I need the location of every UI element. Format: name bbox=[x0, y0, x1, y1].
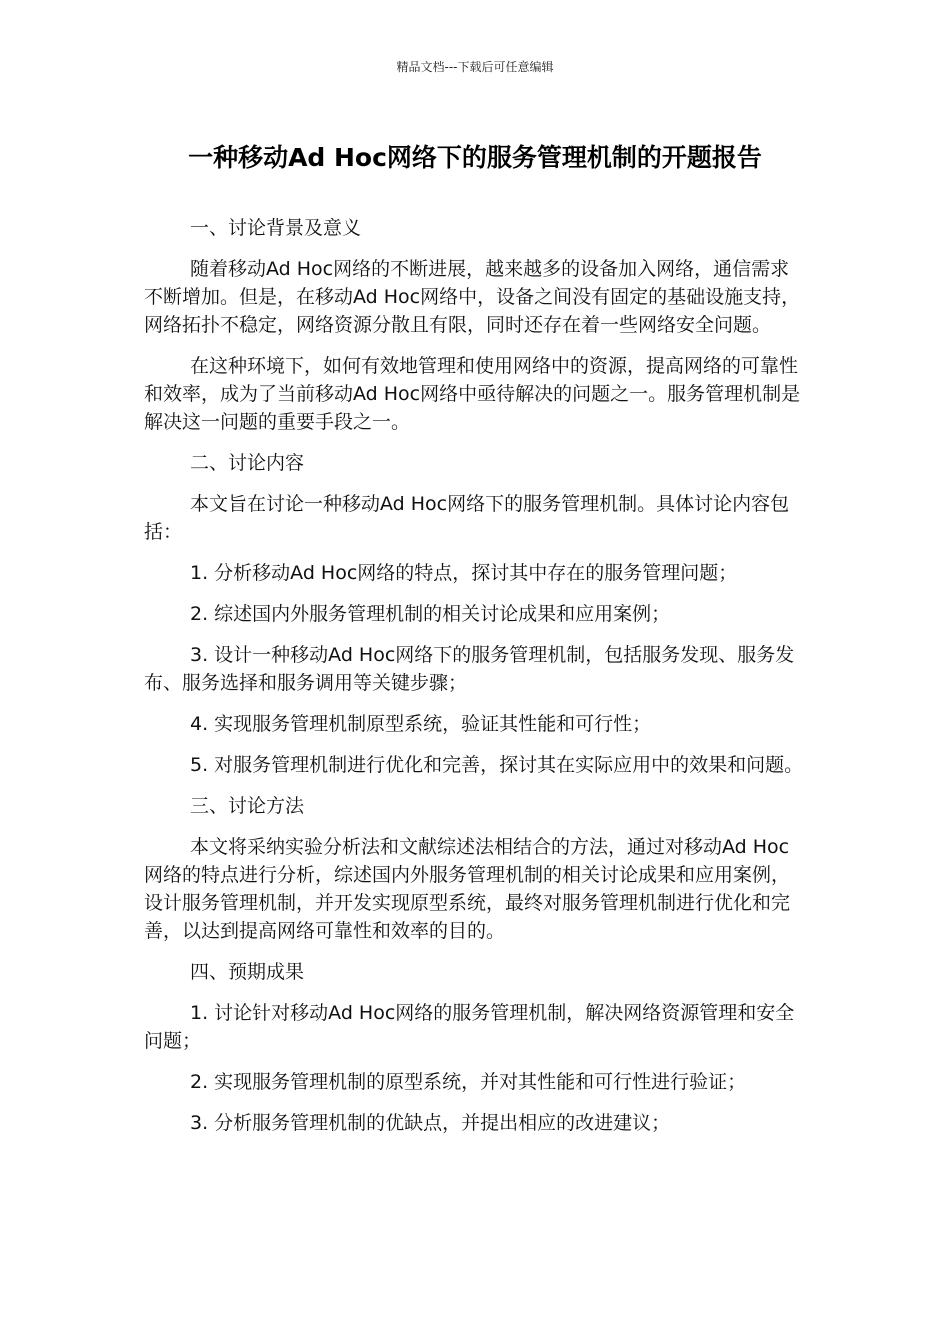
section-heading-content: 二、讨论内容 bbox=[190, 452, 305, 474]
list-item-outcome-1: 1. 讨论针对移动Ad Hoc网络的服务管理机制，解决网络资源管理和安全问题； bbox=[144, 1002, 795, 1052]
paragraph-content-intro: 本文旨在讨论一种移动Ad Hoc网络下的服务管理机制。具体讨论内容包括： bbox=[144, 493, 790, 543]
list-item-content-3: 3. 设计一种移动Ad Hoc网络下的服务管理机制，包括服务发现、服务发布、服务选择和服务调用等关键步骤； bbox=[144, 644, 795, 694]
paragraph-background-2: 在这种环境下，如何有效地管理和使用网络中的资源，提高网络的可靠性和效率，成为了当前移动Ad Hoc网络中亟待解决的问题之一。服务管理机制是解决这一问题的重要手段之一。 bbox=[144, 355, 801, 433]
list-item-content-1: 1. 分析移动Ad Hoc网络的特点，探讨其中存在的服务管理问题； bbox=[190, 562, 738, 584]
list-item-content-2: 2. 综述国内外服务管理机制的相关讨论成果和应用案例； bbox=[190, 603, 671, 625]
list-item-outcome-2: 2. 实现服务管理机制的原型系统，并对其性能和可行性进行验证； bbox=[190, 1071, 747, 1093]
list-item-content-5: 5. 对服务管理机制进行优化和完善，探讨其在实际应用中的效果和问题。 bbox=[190, 754, 804, 776]
document-body bbox=[144, 214, 804, 1150]
section-heading-method: 三、讨论方法 bbox=[190, 795, 305, 817]
section-heading-outcomes: 四、预期成果 bbox=[190, 961, 305, 983]
document-title: 一种移动Ad Hoc网络下的服务管理机制的开题报告 bbox=[188, 143, 762, 172]
list-item-outcome-3: 3. 分析服务管理机制的优缺点，并提出相应的改进建议； bbox=[190, 1112, 671, 1134]
section-heading-background: 一、讨论背景及意义 bbox=[190, 217, 362, 239]
paragraph-background-1: 随着移动Ad Hoc网络的不断进展，越来越多的设备加入网络，通信需求不断增加。但是，在移动Ad Hoc网络中，设备之间没有固定的基础设施支持，网络拓扑不稳定，网络资源分散且有限，同时还存在着一些网络安全问题。 bbox=[144, 258, 801, 336]
header-note: 精品文档---下载后可任意编辑 bbox=[396, 60, 554, 74]
paragraph-method: 本文将采纳实验分析法和文献综述法相结合的方法，通过对移动Ad Hoc网络的特点进行分析，综述国内外服务管理机制的相关讨论成果和应用案例，设计服务管理机制，并开发实现原型系统，最终对服务管理机制进行优化和完善，以达到提高网络可靠性和效率的目的。 bbox=[144, 836, 791, 942]
list-item-content-4: 4. 实现服务管理机制原型系统，验证其性能和可行性； bbox=[190, 713, 652, 735]
